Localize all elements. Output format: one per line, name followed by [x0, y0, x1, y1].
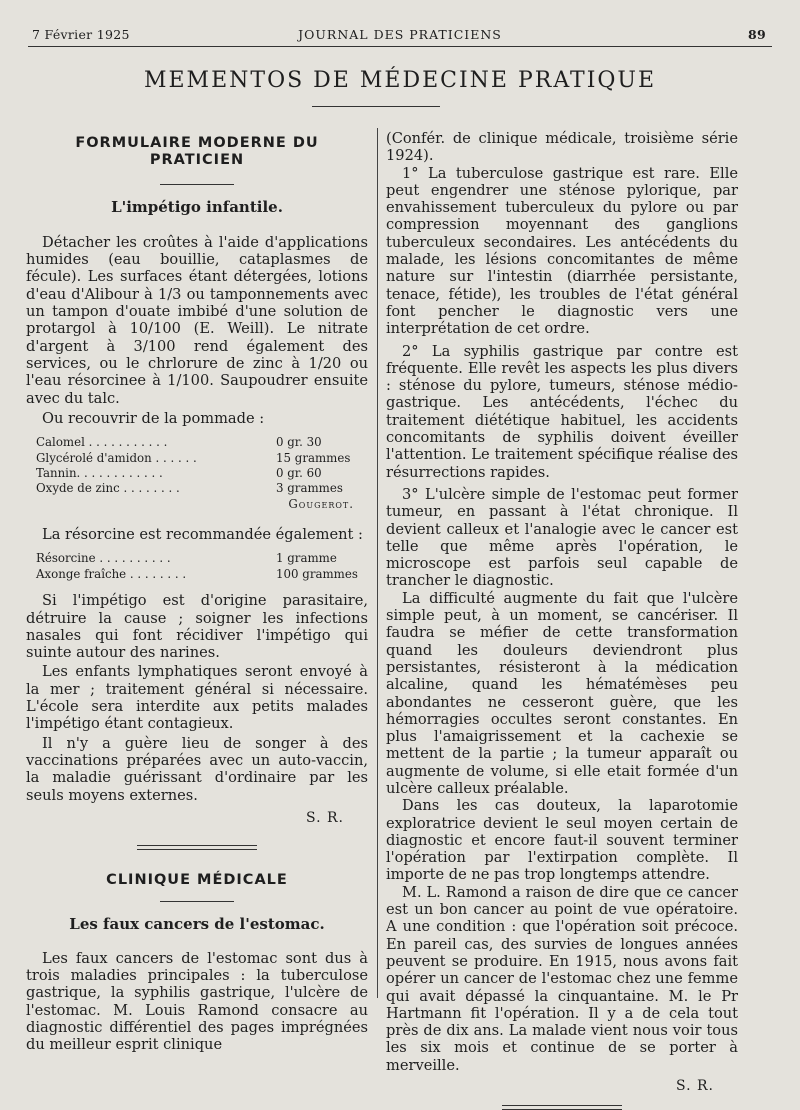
formula-table-resorcine [26, 551, 368, 582]
ingredient-name: Tannin. . . . . . . . . . . . [36, 465, 163, 480]
formula-table-pommade [26, 435, 368, 497]
paragraph: (Confér. de clinique médicale, troisième série 1924). [386, 130, 738, 165]
formula-row [36, 481, 368, 496]
paragraph: Il n'y a guère lieu de songer à des vaccinations préparées avec un auto-vaccin, la maladie guérissant d'ordinaire par les seuls moyens externes. [26, 734, 368, 804]
ingredient-quantity: 0 gr. 60 [276, 465, 322, 480]
page-number: 89 [748, 27, 766, 42]
journal-name: JOURNAL DES PRATICIENS [298, 27, 502, 42]
section-heading-formulaire: FORMULAIRE MODERNE DU PRATICIEN [75, 135, 319, 169]
formula-row [36, 451, 368, 466]
paragraph: 1° La tuberculose gastrique est rare. Elle peut engendrer une sténose pylorique, par envahissement tuberculeux du pylore ou par compression moyennant des ganglions tuberculeux secondaires. Les antécédents du malade, les lésions concomitantes de même nature sur l'intestin (diarrhée persistante, tenace, fétide), les troubles de l'état général font pencher le diagnostic vers une interprétation de cet ordre. [386, 164, 738, 338]
issue-date: 7 Février 1925 [32, 27, 130, 42]
column-divider [377, 128, 378, 998]
formula-row [36, 435, 368, 450]
paragraph: La difficulté augmente du fait que l'ulcère simple peut, à un moment, se cancériser. Il faudra se méfier de cette transformation quand les douleurs deviendront plus persistantes, résisteront à la médication alcaline, quand les hématémèses peu abondantes ne cesseront guère, que les hémorragies occultes seront constantes. En plus l'amaigrissement et la cachexie se mettent de la partie ; la tumeur apparaît ou augmente de volume, si elle etait formée d'un ulcère calleux préalable. [386, 589, 738, 797]
formula-row [36, 466, 368, 481]
paragraph: La résorcine est recommandée également : [42, 526, 363, 544]
ingredient-quantity: 0 gr. 30 [276, 435, 322, 450]
ingredient-name: Glycérolé d'amidon . . . . . . [36, 450, 197, 465]
ingredient-quantity: 3 grammes [276, 481, 343, 496]
ingredient-name: Oxyde de zinc . . . . . . . . [36, 481, 180, 496]
paragraph: Détacher les croûtes à l'aide d'applications humides (eau bouillie, cataplasmes de fécule). Les surfaces étant détergées, lotions d'eau d'Alibour à 1/3 ou tamponnements avec un tampon d'ouate imbibé d'une solution de protargol à 10/100 (E. Weill). Le nitrate d'argent à 3/100 rend également des services, ou le chrlorure de zinc à 1/20 ou l'eau résorcinee à 1/100. Saupoudrer ensuite avec du talc. [26, 233, 368, 407]
ingredient-name: Calomel . . . . . . . . . . . [36, 435, 168, 450]
ingredient-quantity: 100 grammes [276, 566, 358, 581]
paragraph: Si l'impétigo est d'origine parasitaire, détruire la cause ; soigner les infections nasales qui font récidiver l'impétigo qui suinte autour des narines. [26, 592, 368, 662]
section-rule [160, 184, 234, 185]
section-rule [160, 901, 234, 902]
title-rule [312, 106, 440, 107]
paragraph: 2° La syphilis gastrique par contre est fréquente. Elle revêt les aspects les plus divers : sténose du pylore, tumeurs, sténose médio-gastrique. Les antécédents, l'échec du traitement diététique habituel, les accidents concomitants de syphilis doivent éveiller l'attention. Le traitement spécifique réalise des résurrections rapides. [386, 342, 738, 481]
ingredient-name: Résorcine . . . . . . . . . . [36, 551, 171, 566]
page-title: MEMENTOS DE MÉDECINE PRATIQUE [143, 68, 657, 93]
paragraph: Ou recouvrir de la pommade : [42, 409, 265, 427]
right-column [386, 130, 738, 1110]
article-title-impetigo: L'impétigo infantile. [111, 197, 283, 216]
formula-signature: Gougerot. [288, 496, 354, 511]
left-column [26, 130, 368, 1054]
article-title-faux-cancers: Les faux cancers de l'estomac. [69, 915, 325, 934]
paragraph: 3° L'ulcère simple de l'estomac peut former tumeur, en passant à l'état chronique. Il devient calleux et l'analogie avec le cancer est telle que même après l'opération, le microscope est parfois seul capable de trancher le diagnostic. [386, 485, 738, 590]
running-head [32, 27, 768, 47]
paragraph: M. L. Ramond a raison de dire que ce cancer est un bon cancer au point de vue opératoire. A une condition : que l'opération soit précoce. En pareil cas, des survies de longues années peuvent se produire. En 1915, nous avons fait opérer un cancer de l'estomac chez une femme qui avait dépassé la cinquantaine. M. le Pr Hartmann fit l'opération. Il y a de cela tout près de dix ans. La malade vient nous voir tous les six mois et continue de se porter à merveille. [386, 883, 738, 1074]
ingredient-quantity: 1 gramme [276, 551, 337, 566]
paragraph: Les enfants lymphatiques seront envoyé à la mer ; traitement général si nécessaire. L'école sera interdite aux petits malades l'impétigo étant contagieux. [26, 663, 368, 733]
formula-row [36, 551, 368, 566]
paragraph: Les faux cancers de l'estomac sont dus à trois maladies principales : la tuberculose gastrique, la syphilis gastrique, l'ulcère de l'estomac. M. Louis Ramond consacre au diagnostic différentiel des pages imprégnées du meilleur esprit clinique [26, 949, 368, 1054]
author-signature: S. R. [306, 809, 344, 826]
header-rule [28, 46, 772, 47]
paragraph: Dans les cas douteux, la laparotomie exploratrice devient le seul moyen certain de diagnostic et encore faut-il souvent terminer l'opération par l'extirpation complète. Il importe de ne pas trop longtemps attendre. [386, 797, 738, 884]
section-heading-clinique: CLINIQUE MÉDICALE [106, 872, 288, 889]
end-separator [502, 1105, 622, 1110]
section-separator [137, 845, 257, 850]
ingredient-name: Axonge fraîche . . . . . . . . [36, 566, 187, 581]
ingredient-quantity: 15 grammes [276, 450, 351, 465]
author-signature: S. R. [676, 1078, 714, 1095]
formula-row [36, 567, 368, 582]
